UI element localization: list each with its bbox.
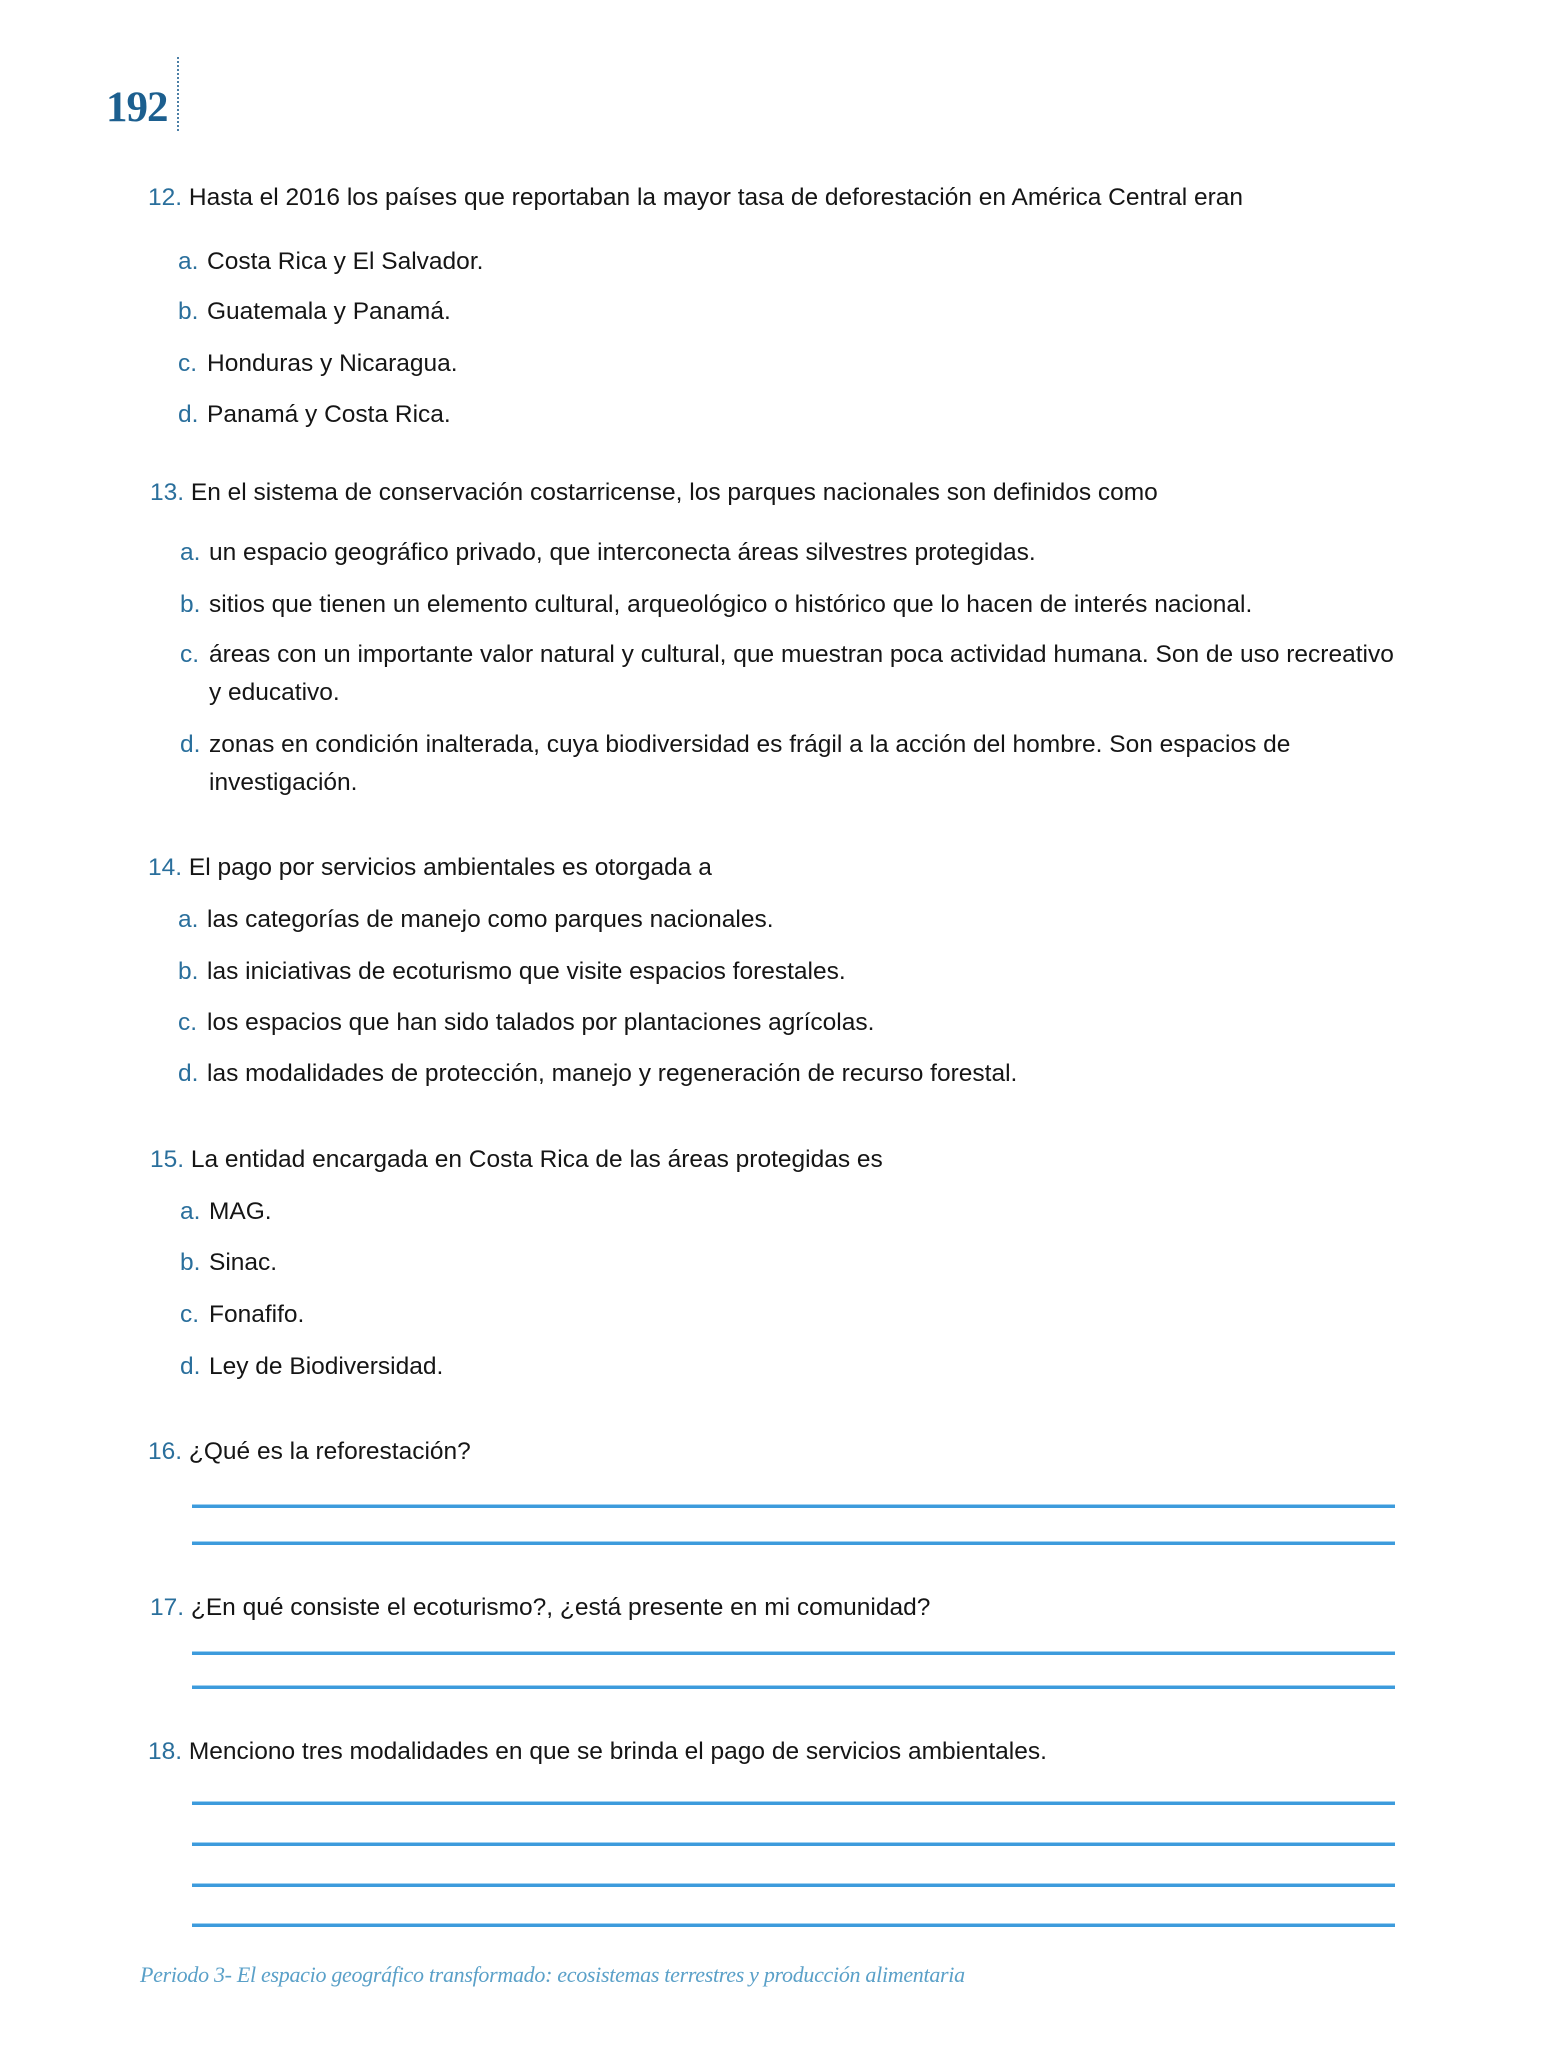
question-13 [150, 479, 1158, 507]
option-letter: b. [178, 958, 199, 985]
question-number: 14. [148, 854, 183, 881]
question-number: 16. [148, 1438, 183, 1465]
option-text: Sinac. [209, 1249, 278, 1276]
option-letter: a. [178, 906, 199, 933]
option-15c[interactable] [180, 1301, 304, 1329]
option-14d[interactable] [178, 1060, 1017, 1088]
option-letter: d. [178, 1060, 199, 1087]
option-12d[interactable] [178, 401, 451, 429]
question-18 [148, 1738, 1047, 1766]
option-letter: d. [180, 731, 201, 758]
option-13c[interactable] [180, 636, 1399, 712]
option-letter: b. [178, 298, 199, 325]
option-15d[interactable] [180, 1353, 443, 1381]
option-text: Fonafifo. [209, 1301, 305, 1328]
page-number-divider [177, 57, 179, 131]
answer-line[interactable] [192, 1883, 1395, 1887]
question-16 [148, 1438, 471, 1466]
option-12c[interactable] [178, 350, 458, 378]
question-number: 15. [150, 1146, 185, 1173]
question-17 [150, 1594, 930, 1622]
option-13a[interactable] [180, 539, 1036, 567]
option-letter: b. [180, 591, 201, 618]
option-text: los espacios que han sido talados por plantaciones agrícolas. [207, 1009, 875, 1036]
option-text: sitios que tienen un elemento cultural, arqueológico o histórico que lo hacen de interés nacional. [209, 591, 1253, 618]
option-letter: c. [180, 1301, 200, 1328]
answer-line[interactable] [192, 1541, 1395, 1545]
option-12b[interactable] [178, 298, 451, 326]
option-14a[interactable] [178, 906, 774, 934]
question-text: Hasta el 2016 los países que reportaban la mayor tasa de deforestación en América Central eran [188, 184, 1243, 211]
option-text: Honduras y Nicaragua. [207, 350, 458, 377]
question-number: 17. [150, 1594, 185, 1621]
answer-line[interactable] [192, 1504, 1395, 1508]
option-letter: d. [178, 401, 199, 428]
answer-line[interactable] [192, 1651, 1395, 1655]
question-12 [148, 184, 1243, 212]
answer-line[interactable] [192, 1685, 1395, 1689]
question-text: El pago por servicios ambientales es otorgada a [188, 854, 712, 881]
answer-line[interactable] [192, 1842, 1395, 1846]
option-letter: c. [178, 1009, 198, 1036]
option-text: zonas en condición inalterada, cuya biodiversidad es frágil a la acción del hombre. Son espacios de investigación. [209, 731, 1291, 796]
option-13b[interactable] [180, 591, 1252, 619]
question-text: La entidad encargada en Costa Rica de las áreas protegidas es [190, 1146, 883, 1173]
answer-line[interactable] [192, 1923, 1395, 1927]
option-letter: c. [178, 350, 198, 377]
question-number: 13. [150, 479, 185, 506]
question-15 [150, 1146, 883, 1174]
option-letter: a. [178, 248, 199, 275]
option-14c[interactable] [178, 1009, 874, 1037]
question-number: 12. [148, 184, 183, 211]
option-letter: c. [180, 641, 200, 668]
option-text: las categorías de manejo como parques nacionales. [207, 906, 774, 933]
question-text: ¿En qué consiste el ecoturismo?, ¿está presente en mi comunidad? [190, 1594, 931, 1621]
page-number: 192 [106, 84, 168, 131]
option-text: Panamá y Costa Rica. [207, 401, 451, 428]
question-text: Menciono tres modalidades en que se brinda el pago de servicios ambientales. [188, 1738, 1047, 1765]
option-14b[interactable] [178, 958, 846, 986]
answer-line[interactable] [192, 1801, 1395, 1805]
option-letter: a. [180, 539, 201, 566]
option-15a[interactable] [180, 1198, 272, 1226]
option-15b[interactable] [180, 1249, 277, 1277]
question-number: 18. [148, 1738, 183, 1765]
option-text: Guatemala y Panamá. [207, 298, 451, 325]
option-letter: a. [180, 1198, 201, 1225]
page-footer: Periodo 3- El espacio geográfico transformado: ecosistemas terrestres y producción alimentaria [140, 1962, 965, 1987]
option-text: Costa Rica y El Salvador. [207, 248, 484, 275]
option-text: las modalidades de protección, manejo y regeneración de recurso forestal. [207, 1060, 1018, 1087]
option-text: un espacio geográfico privado, que interconecta áreas silvestres protegidas. [209, 539, 1036, 566]
option-text: áreas con un importante valor natural y cultural, que muestran poca actividad humana. Son de uso recreativo y educativo. [209, 641, 1394, 706]
question-text: En el sistema de conservación costarricense, los parques nacionales son definidos como [190, 479, 1158, 506]
option-text: las iniciativas de ecoturismo que visite espacios forestales. [207, 958, 846, 985]
option-text: Ley de Biodiversidad. [209, 1353, 444, 1380]
option-13d[interactable] [180, 726, 1399, 802]
question-14 [148, 854, 712, 882]
option-text: MAG. [209, 1198, 272, 1225]
option-letter: b. [180, 1249, 201, 1276]
option-letter: d. [180, 1353, 201, 1380]
option-12a[interactable] [178, 248, 483, 276]
question-text: ¿Qué es la reforestación? [188, 1438, 471, 1465]
